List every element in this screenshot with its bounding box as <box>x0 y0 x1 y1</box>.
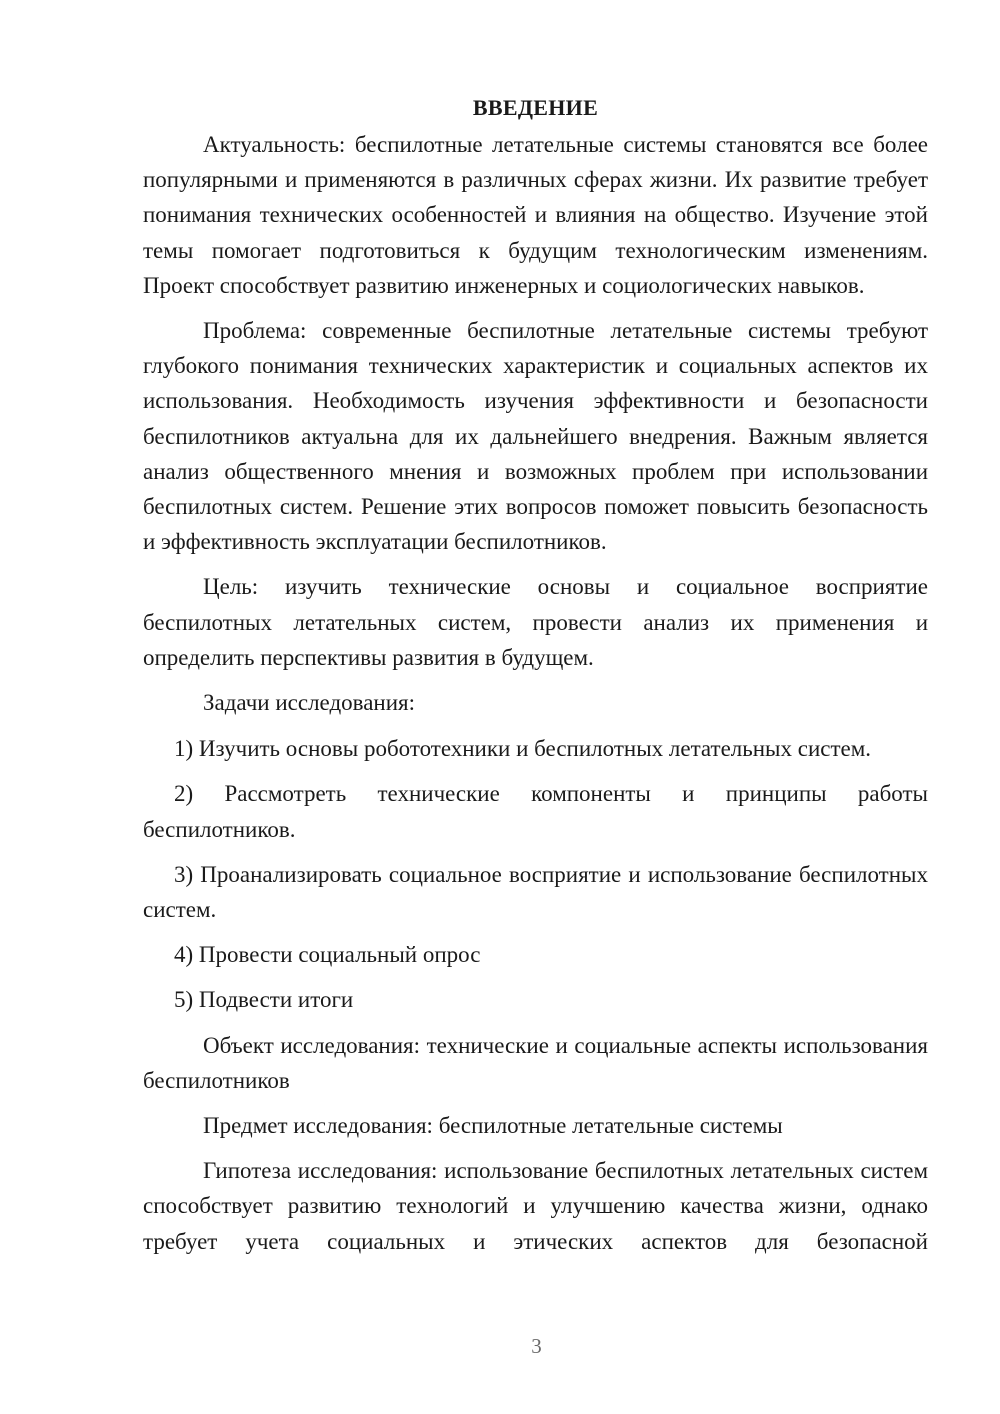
task-item-2: 2) Рассмотреть технические компоненты и принципы работы беспилотников. <box>143 781 928 842</box>
relevance-paragraph: Актуальность: беспилотные летательные системы становятся все более популярными и применяются в различных сферах жизни. Их развитие требует понимания технических особенностей и влияния на общество. Изучение этой темы помогает подготовиться к будущим технологическим изменениям. Проект способствует развитию инженерных и социологических навыков. <box>143 132 928 298</box>
subject-paragraph: Предмет исследования: беспилотные летательные системы <box>203 1113 783 1139</box>
document-page <box>143 90 928 1259</box>
goal-paragraph: Цель: изучить технические основы и социальное восприятие беспилотных летательных систем, провести анализ их применения и определить перспективы развития в будущем. <box>143 574 928 670</box>
task-item-5: 5) Подвести итоги <box>174 987 354 1013</box>
object-paragraph: Объект исследования: технические и социальные аспекты использования беспилотников <box>143 1032 928 1093</box>
tasks-heading: Задачи исследования: <box>203 690 416 716</box>
task-item-1: 1) Изучить основы робототехники и беспилотных летательных систем. <box>174 736 872 762</box>
task-item-4: 4) Провести социальный опрос <box>174 942 481 968</box>
section-title: ВВЕДЕНИЕ <box>472 95 599 120</box>
page-number: 3 <box>531 1334 542 1358</box>
task-item-3: 3) Проанализировать социальное восприятие и использование беспилотных систем. <box>143 861 928 923</box>
hypothesis-paragraph: Гипотеза исследования: использование беспилотных летательных систем способствует развитию технологий и улучшению качества жизни, однако требует учета социальных и этических аспектов для безопасной <box>143 1158 928 1254</box>
problem-paragraph: Проблема: современные беспилотные летательные системы требуют глубокого понимания технических характеристик и социальных аспектов их использования. Необходимость изучения эффективности и безопасности беспилотников актуальна для их дальнейшего внедрения. Важным является анализ общественного мнения и возможных проблем при использовании беспилотных систем. Решение этих вопросов поможет повысить безопасность и эффективность эксплуатации беспилотников. <box>143 318 928 555</box>
